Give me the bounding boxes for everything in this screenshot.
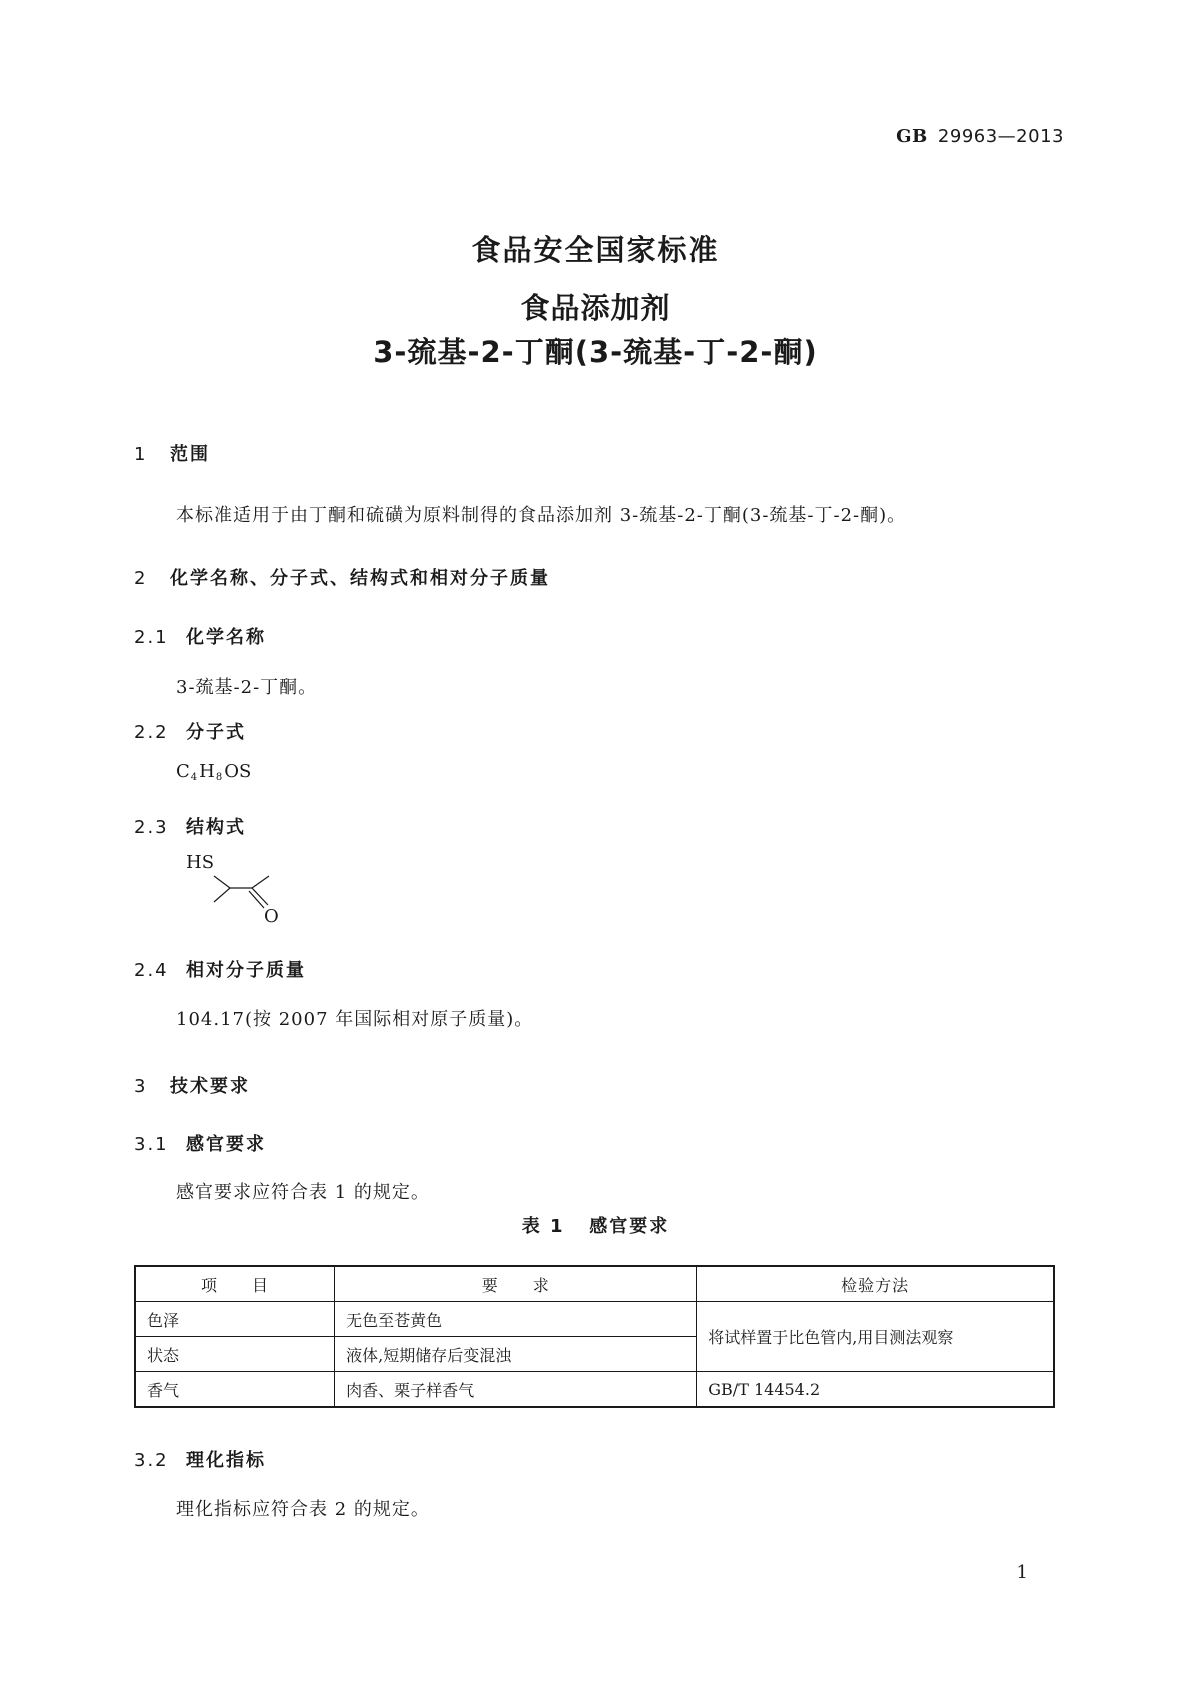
cell-item: 色泽 (135, 1302, 335, 1337)
section-title: 技术要求 (170, 1076, 250, 1097)
molecular-mass-text: 104.17(按 2007 年国际相对原子质量)。 (176, 1009, 534, 1030)
table-1-caption: 表 1 感官要求 (521, 1216, 670, 1237)
header-requirement: 要 求 (335, 1266, 697, 1302)
chemical-name-text: 3-巯基-2-丁酮。 (176, 677, 318, 698)
header-item: 项 目 (135, 1266, 335, 1302)
section-number: 2.4 (134, 960, 169, 981)
section-2-heading (134, 564, 550, 590)
standard-number (896, 126, 1064, 147)
molecular-formula: $C_4$ $H_8$ OS (176, 761, 252, 783)
cell-method-merged: 将试样置于比色管内,用目测法观察 (697, 1302, 1054, 1372)
page-number: 1 (1016, 1562, 1028, 1583)
section-3-1-heading (134, 1130, 266, 1156)
header-method: 检验方法 (697, 1266, 1054, 1302)
section-number: 3.1 (134, 1134, 169, 1155)
standard-code: 29963—2013 (937, 126, 1064, 147)
cell-method: GB/T 14454.2 (697, 1372, 1054, 1408)
oxygen-label: O (264, 906, 279, 927)
section-title: 范围 (170, 444, 210, 465)
section-1-text: 本标准适用于由丁酮和硫磺为原料制得的食品添加剂 3-巯基-2-丁酮(3-巯基-丁-2-酮)。 (176, 505, 907, 526)
cell-item: 状态 (135, 1337, 335, 1372)
section-number: 2.2 (134, 722, 169, 743)
section-3-2-heading (134, 1446, 266, 1472)
section-number: 2 (134, 568, 148, 589)
section-title: 相对分子质量 (186, 960, 306, 981)
section-number: 1 (134, 444, 148, 465)
section-3-heading (134, 1072, 250, 1098)
cell-requirement: 液体,短期储存后变混浊 (335, 1337, 697, 1372)
sensory-requirement-text: 感官要求应符合表 1 的规定。 (176, 1182, 430, 1203)
structural-formula (186, 852, 296, 932)
section-title: 化学名称 (186, 627, 266, 648)
section-2-3-heading (134, 813, 246, 839)
section-title: 结构式 (186, 817, 246, 838)
section-number: 3.2 (134, 1450, 169, 1471)
bond-lines (186, 852, 296, 912)
table-header-row (135, 1266, 1054, 1302)
table-row (135, 1372, 1054, 1408)
document-subtitle-2: 3-巯基-2-丁酮(3-巯基-丁-2-酮) (373, 335, 818, 369)
section-2-4-heading (134, 956, 306, 982)
physicochemical-text: 理化指标应符合表 2 的规定。 (176, 1499, 430, 1520)
section-number: 3 (134, 1076, 148, 1097)
section-number: 2.3 (134, 817, 169, 838)
table-row (135, 1302, 1054, 1337)
cell-requirement: 肉香、栗子样香气 (335, 1372, 697, 1408)
sensory-requirements-table (134, 1265, 1055, 1408)
section-2-2-heading (134, 718, 246, 744)
section-number: 2.1 (134, 627, 169, 648)
cell-requirement: 无色至苍黄色 (335, 1302, 697, 1337)
document-title: 食品安全国家标准 (471, 233, 720, 267)
section-title: 感官要求 (186, 1134, 266, 1155)
section-1-heading (134, 440, 210, 466)
section-title: 化学名称、分子式、结构式和相对分子质量 (170, 568, 550, 589)
section-2-1-heading (134, 623, 266, 649)
hs-label: HS (186, 852, 215, 873)
section-title: 分子式 (186, 722, 246, 743)
cell-item: 香气 (135, 1372, 335, 1408)
document-subtitle-1: 食品添加剂 (520, 291, 671, 325)
standard-prefix: GB (896, 126, 928, 147)
section-title: 理化指标 (186, 1450, 266, 1471)
